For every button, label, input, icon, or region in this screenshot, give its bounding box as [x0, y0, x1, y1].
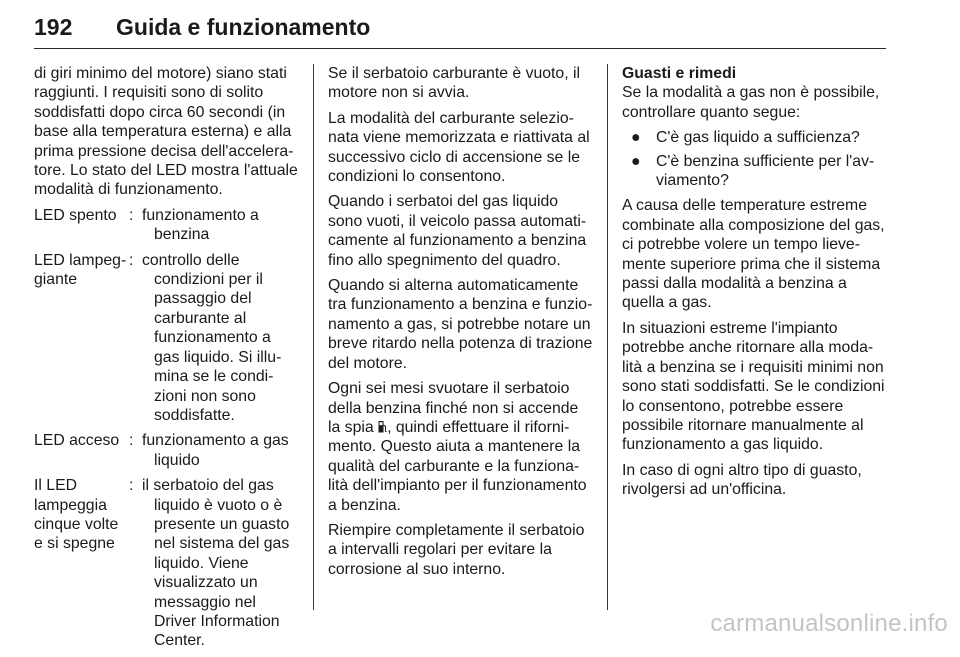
separator: :: [129, 206, 134, 224]
list-item: [622, 128, 888, 147]
watermark: carmanualsonline.info: [710, 610, 948, 637]
bullet: ●: [631, 129, 641, 147]
paragraph: In situazioni estreme l'impianto potrebbe anche ritornare alla modalità a benzina se i requisiti minimi non sono stati soddisfatti. Se le condizioni lo consentono, potrebbe essere possibile ritornare manualmente al funzionamento a gas liquido.: [622, 319, 885, 454]
paragraph: Quando si alterna automaticamente tra funzionamento a benzina e funzionamento a gas, si potrebbe notare un breve ritardo nella potenza di trazione del motore.: [328, 277, 593, 372]
paragraph: [328, 379, 594, 515]
fuel-pump-icon: [378, 419, 387, 432]
paragraph: Quando i serbatoi del gas liquido sono vuoti, il veicolo passa automaticamente al funzionamento a benzina fino allo spegnimento del quadro.: [328, 193, 587, 269]
bullet: ●: [631, 152, 641, 170]
paragraph-text: , quindi effettuare il rifornimento. Questo aiuta a mantenere la qualità del carburante e la funzionalità dell'impianto per il funzionamento a benzina.: [328, 418, 587, 514]
led-row: [34, 206, 300, 245]
paragraph: A causa delle temperature estreme combinate alla composizione del gas, ci potrebbe volere un tempo lievemente superiore prima che il sistema passi dalla modalità a benzina a quella a gas.: [622, 197, 885, 312]
list-item: [622, 152, 888, 191]
led-row: [34, 251, 300, 426]
led-row: [34, 431, 300, 470]
paragraph: Riempire completamente il serbatoio a intervalli regolari per evitare la corrosione al suo interno.: [328, 521, 585, 578]
separator: :: [129, 251, 134, 269]
paragraph: Se la modalità a gas non è possibile, controllare quanto segue:: [622, 84, 880, 121]
led-state: LED spento: [34, 206, 117, 224]
led-description: il serbatoio del gas liquido è vuoto o è presente un guasto nel sistema del gas liquido. Viene visualizzato un messaggio nel Driver Information Center.: [142, 477, 290, 650]
paragraph-text: Ogni sei mesi svuotare il serbatoio della benzina finché non si accende la spia: [328, 380, 579, 436]
page-title: Guida e funzionamento: [116, 14, 371, 40]
led-state: LED lampeggiante: [34, 251, 127, 289]
paragraph: Se il serbatoio carburante è vuoto, il motore non si avvia.: [328, 65, 581, 102]
led-description: funzionamento a gas liquido: [142, 432, 289, 469]
paragraph: In caso di ogni altro tipo di guasto, rivolgersi ad un'officina.: [622, 461, 862, 499]
led-row: [34, 476, 300, 651]
section-heading: Guasti e rimedi: [622, 65, 737, 82]
separator: :: [129, 432, 134, 450]
paragraph: La modalità del carburante selezionata viene memorizzata e riattivata al successivo ciclo di accensione se le condizioni lo consentono.: [328, 109, 590, 186]
column-left: [34, 64, 300, 657]
column-middle: [328, 64, 594, 585]
led-state: LED acceso: [34, 432, 120, 450]
list-item-text: C'è gas liquido a sufficienza?: [656, 129, 860, 147]
led-status-table: [34, 206, 300, 651]
list-item-text: C'è benzina sufficiente per l'avviamento?: [656, 152, 875, 190]
column-divider: [607, 64, 608, 610]
separator: :: [129, 477, 134, 495]
column-right: [622, 64, 888, 506]
checklist: [622, 128, 888, 190]
page-header: [34, 6, 886, 49]
page-number: 192: [34, 14, 73, 40]
intro-paragraph: di giri minimo del motore) siano stati raggiunti. I requisiti sono di solito soddisfatti dopo circa 60 secondi (in base alla temperatura esterna) e alla prima pressione decisa dell'acceleratore. Lo stato del LED mostra l'attuale modalità di funzionamento.: [34, 65, 298, 199]
led-state: Il LED lampeggia cinque volte e si spegne: [34, 477, 119, 553]
led-description: funzionamento a benzina: [142, 206, 259, 244]
column-divider: [313, 64, 314, 610]
led-description: controllo delle condizioni per il passaggio del carburante al funzionamento a gas liquido. Si illumina se le condizioni non sono soddisfatte.: [142, 251, 282, 424]
